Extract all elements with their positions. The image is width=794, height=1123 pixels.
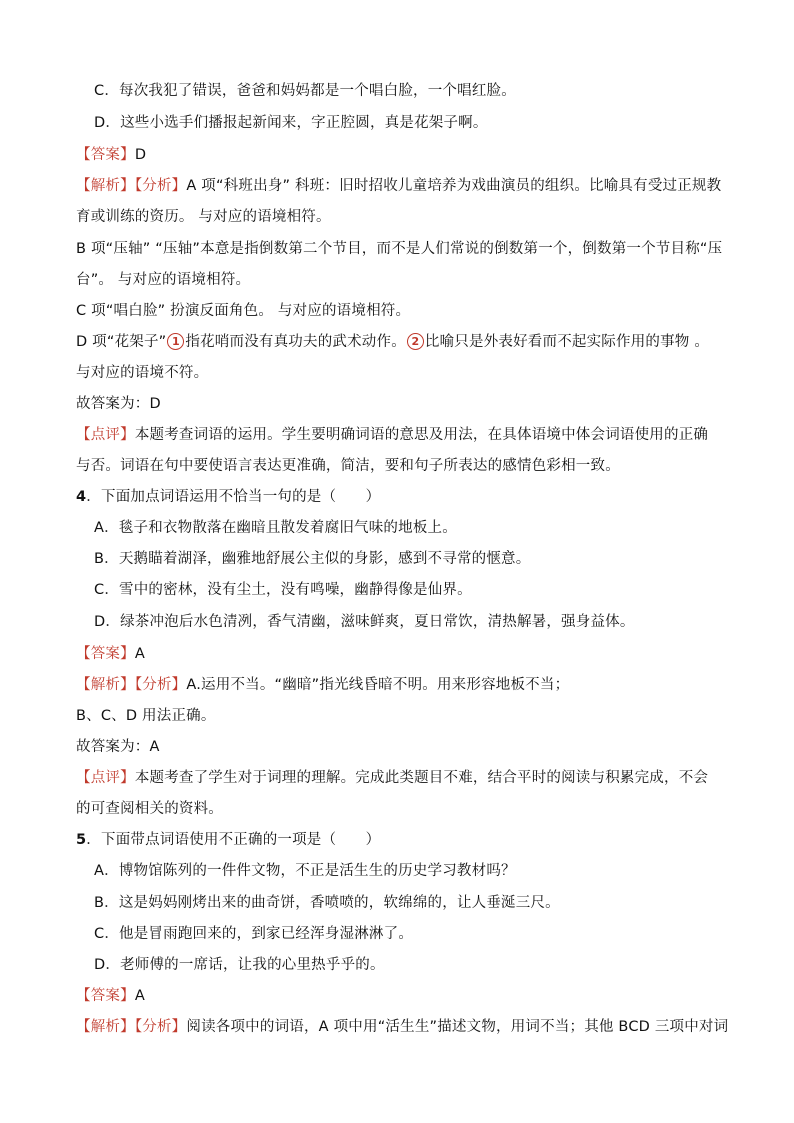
q3-comment-1: 本题考查词语的运用。学生要明确词语的意思及用法，在具体语境中体会词语使用的正确 — [134, 427, 709, 443]
q5-analysis-line-1 — [76, 1017, 728, 1037]
q3-comment-line-1 — [76, 425, 708, 445]
analysis-tag: 【解析】 — [76, 1019, 135, 1035]
q5-option-d: D．老师傅的一席话，让我的心里热乎乎的。 — [94, 957, 385, 973]
q3-analysis-d-2: 与对应的语境不符。 — [76, 365, 209, 381]
q5-stem-line — [76, 830, 380, 850]
q5-analysis-1: 阅读各项中的词语，A 项中用“活生生”描述文物，用词不当；其他 BCD 三项中对词 — [186, 1019, 729, 1035]
q4-answer: A — [134, 646, 145, 662]
q5-stem: ．下面带点词语使用不正确的一项是（ ） — [86, 832, 381, 848]
q3-option-d: D．这些小选手们播报起新闻来，字正腔圆，真是花架子啊。 — [94, 115, 488, 131]
comment-tag: 【点评】 — [76, 770, 135, 786]
answer-tag: 【答案】 — [76, 646, 135, 662]
q4-comment-line-1 — [76, 768, 708, 788]
q4-stem-line — [76, 487, 380, 507]
q3-comment-2: 与否。词语在句中要使语言表达更准确，简洁，要和句子所表达的感情色彩相一致。 — [76, 458, 620, 474]
q3-analysis-line-1 — [76, 176, 721, 196]
q3-analysis-b-1: B 项“压轴” “压轴”本意是指倒数第二个节目，而不是人们常说的倒数第一个，倒数第一个节目称“压 — [76, 241, 723, 257]
q3-analysis-d-line — [76, 332, 709, 352]
q4-conclusion: 故答案为：A — [76, 739, 160, 755]
q3-analysis-d-post: 比喻只是外表好看而不起实际作用的事物 。 — [424, 334, 710, 350]
q4-analysis-line-1 — [76, 675, 569, 695]
q5-number: 5 — [76, 832, 87, 848]
q5-option-b: B．这是妈妈刚烤出来的曲奇饼，香喷喷的，软绵绵的，让人垂涎三尺。 — [94, 895, 560, 911]
q4-option-b: B．天鹅瞄着湖泽，幽雅地舒展公主似的身影，感到不寻常的惬意。 — [94, 551, 531, 567]
q4-analysis-1: A.运用不当。“幽暗”指光线昏暗不明。用来形容地板不当； — [186, 677, 570, 693]
q3-answer-line — [76, 145, 146, 165]
answer-tag: 【答案】 — [76, 988, 135, 1004]
q3-conclusion: 故答案为：D — [76, 396, 161, 412]
q5-option-c: C．他是冒雨跑回来的，到家已经浑身湿淋淋了。 — [94, 926, 414, 942]
q3-answer: D — [134, 147, 147, 163]
q5-answer-line — [76, 986, 145, 1006]
q4-answer-line — [76, 644, 145, 664]
fenxi-tag: 【分析】 — [134, 1019, 187, 1035]
q4-analysis-2: B、C、D 用法正确。 — [76, 708, 216, 724]
q3-analysis-a-2: 育或训练的资历。 与对应的语境相符。 — [76, 209, 331, 225]
q4-option-a: A．毯子和衣物散落在幽暗且散发着腐旧气味的地板上。 — [94, 520, 457, 536]
q3-analysis-a-1: A 项“科班出身” 科班：旧时招收儿童培养为戏曲演员的组织。比喻具有受过正规教 — [186, 178, 722, 194]
q4-number: 4 — [76, 489, 87, 505]
analysis-tag: 【解析】 — [76, 178, 135, 194]
q3-analysis-b-2: 台”。 与对应的语境相符。 — [76, 272, 251, 288]
q4-option-d: D．绿茶冲泡后水色清冽，香气清幽，滋味鲜爽，夏日常饮，清热解暑，强身益体。 — [94, 614, 635, 630]
answer-tag: 【答案】 — [76, 147, 135, 163]
circled-number-2: 2 — [407, 333, 424, 350]
comment-tag: 【点评】 — [76, 427, 135, 443]
q5-answer: A — [134, 988, 145, 1004]
fenxi-tag: 【分析】 — [134, 677, 187, 693]
q3-analysis-d-pre: D 项“花架子” — [76, 334, 167, 350]
q3-analysis-c: C 项“唱白脸” 扮演反面角色。 与对应的语境相符。 — [76, 303, 411, 319]
analysis-tag: 【解析】 — [76, 677, 135, 693]
q4-stem: ．下面加点词语运用不恰当一句的是（ ） — [86, 489, 381, 505]
q5-option-a: A．博物馆陈列的一件件文物，不正是活生生的历史学习教材吗？ — [94, 863, 516, 879]
q4-comment-1: 本题考查了学生对于词理的理解。完成此类题目不难，结合平时的阅读与积累完成，不会 — [134, 770, 709, 786]
q4-comment-2: 的可查阅相关的资料。 — [76, 801, 223, 817]
q3-analysis-d-mid: 指花哨而没有真功夫的武术动作。 — [185, 334, 406, 350]
q4-option-c: C．雪中的密林，没有尘土，没有鸣噪，幽静得像是仙界。 — [94, 582, 472, 598]
q3-option-c: C．每次我犯了错误，爸爸和妈妈都是一个唱白脸，一个唱红脸。 — [94, 83, 516, 99]
fenxi-tag: 【分析】 — [134, 178, 187, 194]
circled-number-1: 1 — [167, 333, 184, 350]
